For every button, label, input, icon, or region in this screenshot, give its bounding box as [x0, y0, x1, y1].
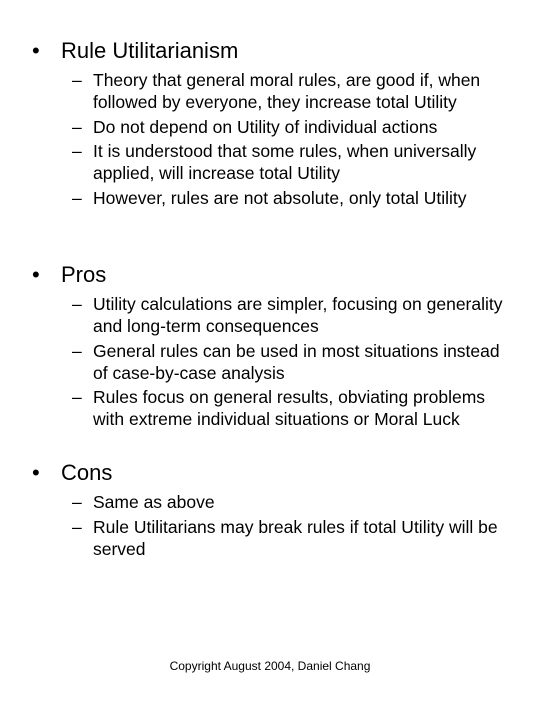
list-item-text: It is understood that some rules, when universally applied, will increase total Utility [93, 141, 477, 183]
section-title [32, 262, 512, 288]
section-title [32, 38, 512, 64]
list-item [32, 491, 512, 513]
dash-icon: – [72, 387, 82, 407]
list-item-text: Do not depend on Utility of individual actions [93, 116, 438, 137]
bullet-icon: • [32, 38, 40, 63]
section-cons [32, 460, 512, 560]
dash-icon: – [72, 116, 82, 137]
section-title-text: Pros [61, 262, 107, 287]
dash-icon: – [72, 141, 82, 161]
dash-icon: – [72, 340, 82, 361]
sub-list [32, 491, 512, 560]
list-item [32, 293, 512, 337]
section-pros [32, 262, 512, 430]
list-item-text: Rule Utilitarians may break rules if total Utility will be served [93, 516, 498, 559]
list-item [32, 140, 512, 184]
list-item-text: Rules focus on general results, obviating problems with extreme individual situations or Moral Luck [93, 387, 486, 429]
list-item [32, 340, 512, 384]
copyright-footer: Copyright August 2004, Daniel Chang [169, 659, 371, 673]
list-item [32, 386, 512, 430]
dash-icon: – [72, 294, 82, 314]
list-item [32, 516, 512, 560]
section-title [32, 460, 512, 486]
bullet-icon: • [32, 460, 40, 485]
dash-icon: – [72, 516, 82, 537]
section-title-text: Rule Utilitarianism [61, 38, 239, 63]
dash-icon: – [72, 70, 82, 90]
list-item-text: However, rules are not absolute, only total Utility [93, 187, 467, 208]
dash-icon: – [72, 187, 82, 208]
list-item [32, 187, 512, 209]
bullet-icon: • [32, 262, 40, 287]
list-item [32, 116, 512, 138]
sub-list [32, 293, 512, 430]
list-item [32, 69, 512, 113]
list-item-text: Utility calculations are simpler, focusing on generality and long-term consequences [93, 294, 503, 336]
sub-list [32, 69, 512, 209]
section-title-text: Cons [61, 460, 113, 485]
list-item-text: Same as above [93, 492, 215, 512]
section-rule-utilitarianism [32, 38, 512, 209]
list-item-text: Theory that general moral rules, are good if, when followed by everyone, they increase total Utility [93, 70, 481, 112]
list-item-text: General rules can be used in most situations instead of case-by-case analysis [93, 340, 500, 383]
dash-icon: – [72, 492, 82, 512]
